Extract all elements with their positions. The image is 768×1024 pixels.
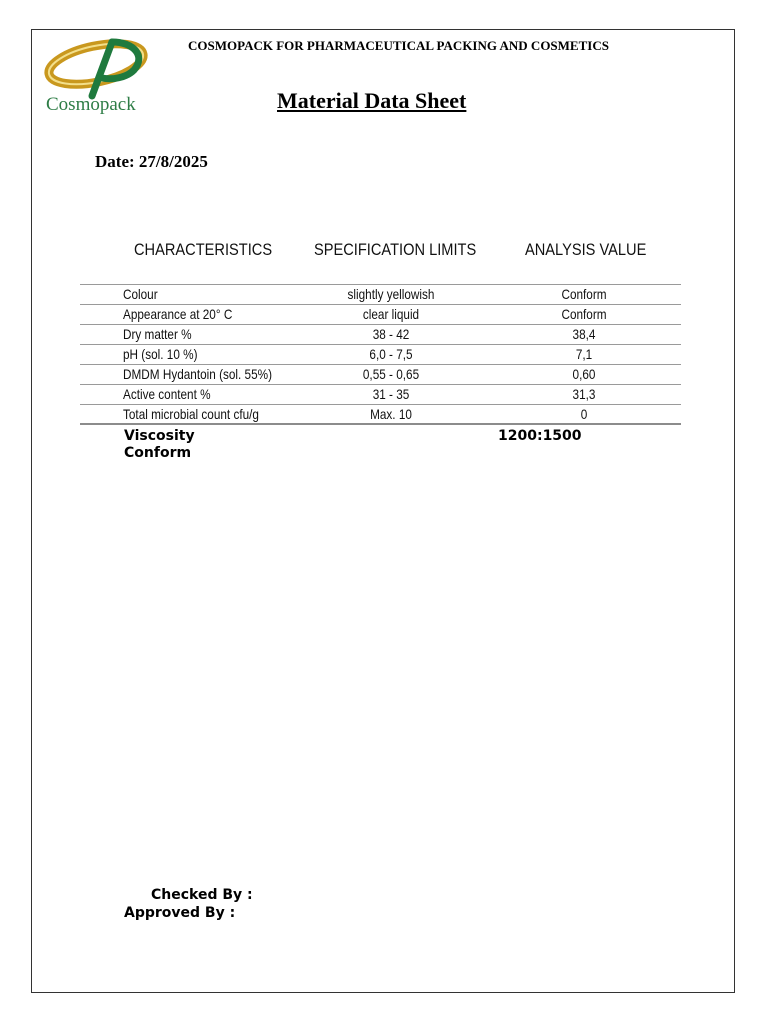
date-line: Date: 27/8/2025 [95,152,208,171]
characteristic-cell: Total microbial count cfu/g [123,406,259,422]
row-rule [80,344,681,345]
analysis-cell: 0,60 [572,366,596,382]
viscosity-value: 1200:1500 [498,428,582,444]
analysis-cell: 38,4 [572,326,596,342]
row-rule [80,304,681,305]
analysis-cell: 0 [580,406,588,422]
specification-cell: slightly yellowish [347,286,435,302]
logo-text: Cosmopack [46,94,136,115]
column-header-analysis: ANALYSIS VALUE [525,240,647,259]
table-bottom-rule [80,423,681,425]
row-rule [80,404,681,405]
specification-cell: 38 - 42 [372,326,410,342]
specification-cell: Max. 10 [370,406,412,422]
company-name: COSMOPACK FOR PHARMACEUTICAL PACKING AND COSMETICS [188,38,609,53]
table-top-rule [80,284,681,285]
page-frame [31,29,735,993]
specification-cell: clear liquid [362,306,420,322]
column-header-specification: SPECIFICATION LIMITS [314,240,477,259]
analysis-cell: Conform [561,286,607,302]
row-rule [80,364,681,365]
column-header-characteristics: CHARACTERISTICS [134,240,273,259]
viscosity-result: Conform [124,445,192,461]
analysis-cell: 31,3 [572,386,596,402]
row-rule [80,324,681,325]
specification-cell: 6,0 - 7,5 [369,346,413,362]
approved-by-label: Approved By : [124,905,236,921]
specification-cell: 31 - 35 [372,386,410,402]
specification-cell: 0,55 - 0,65 [362,366,420,382]
checked-by-label: Checked By : [151,887,253,903]
analysis-cell: Conform [561,306,607,322]
characteristic-cell: Appearance at 20° C [123,306,233,322]
characteristic-cell: DMDM Hydantoin (sol. 55%) [123,366,273,382]
characteristic-cell: pH (sol. 10 %) [123,346,198,362]
characteristic-cell: Active content % [123,386,211,402]
characteristic-cell: Dry matter % [123,326,192,342]
document-title: Material Data Sheet [277,88,467,113]
analysis-cell: 7,1 [575,346,593,362]
characteristic-cell: Colour [123,286,158,302]
row-rule [80,384,681,385]
viscosity-label: Viscosity [124,428,195,444]
